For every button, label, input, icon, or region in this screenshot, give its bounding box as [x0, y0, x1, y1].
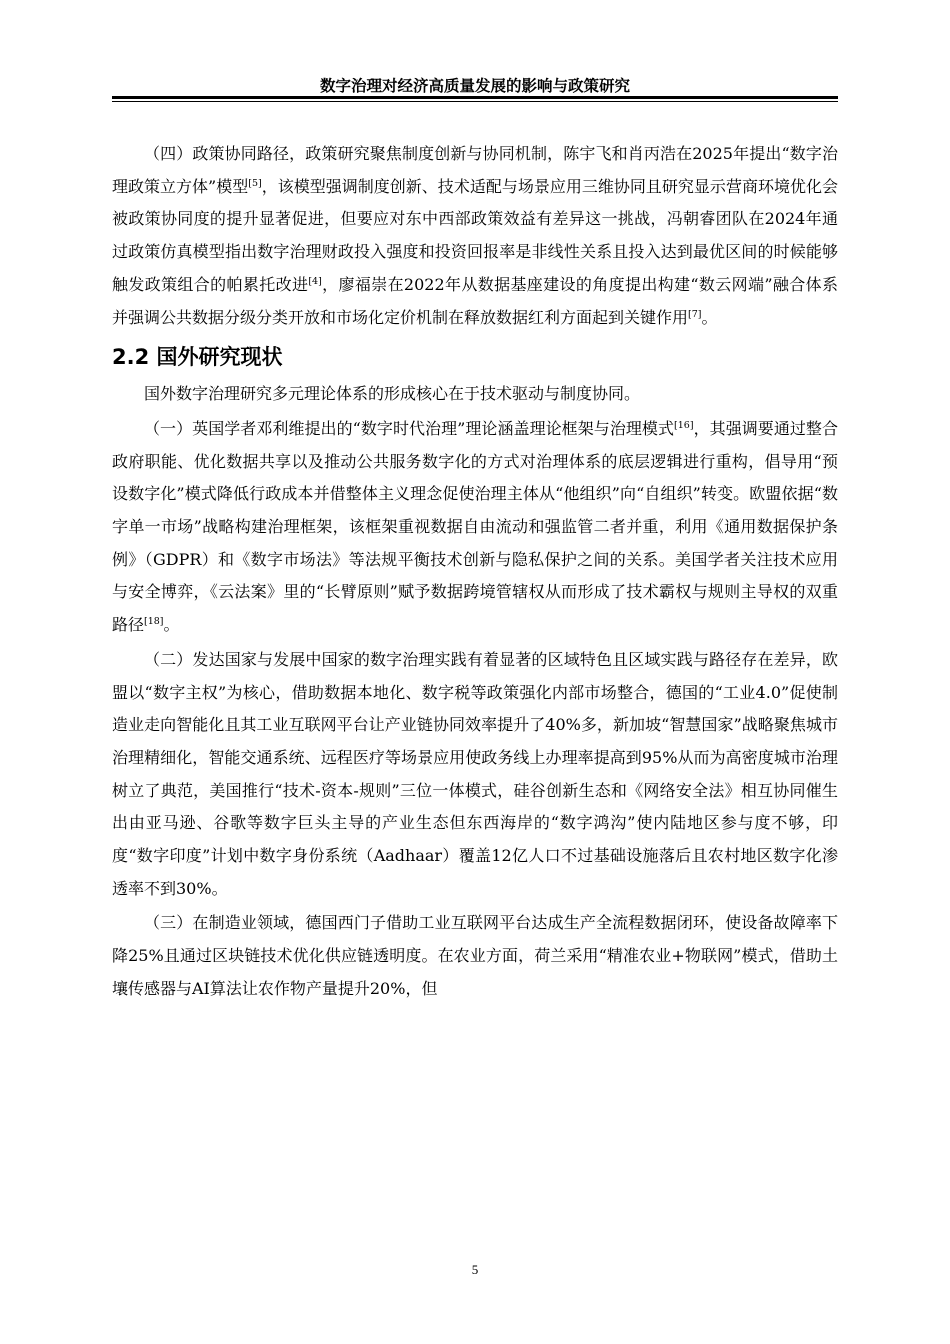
paragraph-industry: （三）在制造业领域，德国西门子借助工业互联网平台达成生产全流程数据闭环，使设备故障率下降25%且通过区块链技术优化供应链透明度。在农业方面，荷兰采用“精准农业+物联网”模式，借助土壤传感器与AI算法让农作物产量提升20%，但 — [112, 913, 838, 998]
paragraph-text: ，廖福崇在2022年从数据基座建设的角度提出构建“数云网端”融合体系并强调公共数据分级分类开放和市场化定价机制在释放数据红利方面起到关键作用 — [112, 274, 838, 327]
section-heading: 2.2 国外研究现状 — [112, 345, 283, 370]
header-rule-thin — [112, 101, 838, 102]
citation-ref: [18] — [144, 616, 164, 628]
citation-ref: [7] — [688, 308, 702, 320]
body-text — [112, 138, 838, 1006]
citation-ref: [5] — [248, 177, 262, 189]
paragraph-text: （一）英国学者邓利维提出的“数字时代治理”理论涵盖理论框架与治理模式 — [144, 418, 675, 438]
page-number: 5 — [471, 1262, 479, 1277]
paragraph-text: ，其强调要通过整合政府职能、优化数据共享以及推动公共服务数字化的方式对治理体系的底层逻辑进行重构，倡导用“预设数字化”模式降低行政成本并借整体主义理念促使治理主体从“他组织”向“自组织”转变。欧盟依据“数字单一市场”战略构建治理框架，该框架重视数据自由流动和强监管二者并重，利用《通用数据保护条例》（GDPR）和《数字市场法》等法规平衡技术创新与隐私保护之间的关系。美国学者关注技术应用与安全博弈，《云法案》里的“长臂原则”赋予数据跨境管辖权从而形成了技术霸权与规则主导权的双重路径 — [112, 418, 838, 635]
header-rule-thick — [112, 96, 838, 99]
citation-ref: [16] — [674, 419, 694, 431]
running-header: 数字治理对经济高质量发展的影响与政策研究 — [319, 77, 630, 95]
paragraph-text: 。 — [163, 615, 180, 635]
paragraph-policy-coordination — [112, 138, 838, 334]
paragraph-text: （四）政策协同路径，政策研究聚焦制度创新与协同机制，陈宇飞和肖丙浩在2025年提出“数字治理政策立方体”模型 — [112, 144, 838, 196]
paragraph-text: 。 — [701, 307, 718, 327]
paragraph-regional-practice: （二）发达国家与发展中国家的数字治理实践有着显著的区域特色且区域实践与路径存在差异，欧盟以“数字主权”为核心，借助数据本地化、数字税等政策强化内部市场整合，德国的“工业4.0”促使制造业走向智能化且其工业互联网平台让产业链协同效率提升了40%多，新加坡“智慧国家”战略聚焦城市治理精细化，智能交通系统、远程医疗等场景应用使政务线上办理率提高到95%从而为高密度城市治理树立了典范，美国推行“技术-资本-规则”三位一体模式，硅谷创新生态和《网络安全法》相互协同催生出由亚马逊、谷歌等数字巨头主导的产业生态但东西海岸的“数字鸿沟”使内陆地区参与度不够，印度“数字印度”计划中数字身份系统（Aadhaar）覆盖12亿人口不过基础设施落后且农村地区数字化渗透率不到30%。 — [112, 649, 838, 898]
paragraph-theory — [112, 413, 838, 642]
citation-ref: [4] — [308, 275, 322, 287]
paragraph-text: ，该模型强调制度创新、技术适配与场景应用三维协同且研究显示营商环境优化会被政策协同度的提升显著促进，但要应对东中西部政策效益有差异这一挑战，冯朝睿团队在2024年通过政策仿真模型指出数字治理财政投入强度和投资回报率是非线性关系且投入达到最优区间的时候能够触发政策组合的帕累托改进 — [112, 176, 838, 294]
paragraph-intro: 国外数字治理研究多元理论体系的形成核心在于技术驱动与制度协同。 — [144, 384, 641, 404]
